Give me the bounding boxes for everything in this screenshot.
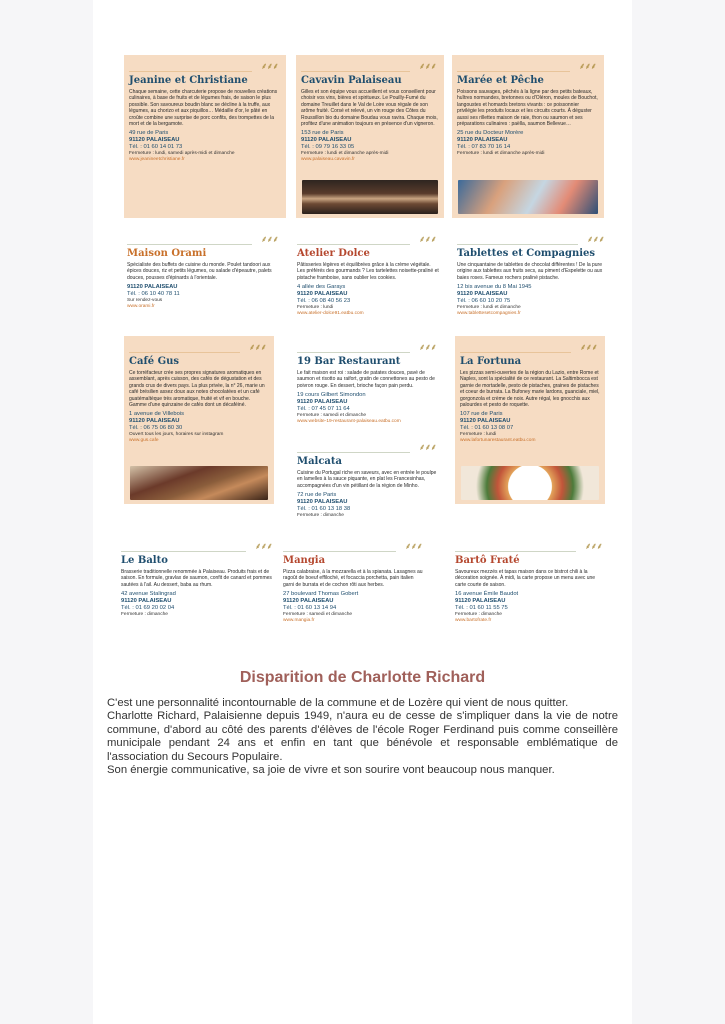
shop-listing-card — [292, 436, 444, 526]
article-paragraph: Son énergie communicative, sa joie de vivre et son sourire vont beaucoup nous manquer. — [107, 764, 555, 777]
shop-photo — [302, 180, 438, 214]
shop-address: 153 rue de Paris — [301, 130, 344, 137]
shop-city: 91120 PALAISEAU — [455, 598, 506, 605]
shop-address: 19 cours Gilbert Simondon — [297, 392, 366, 399]
shop-hours: Ouvert tous les jours, horaires sur instagram — [129, 432, 224, 438]
shop-name: Bartô Fraté — [455, 555, 520, 566]
shop-website-link[interactable]: www.bartofrate.fr — [455, 618, 492, 624]
shop-city: 91120 PALAISEAU — [301, 137, 352, 144]
shop-address: 27 boulevard Thomas Gobert — [283, 591, 359, 598]
shop-city: 91120 PALAISEAU — [121, 598, 172, 605]
shop-description: Le fait maison est roi : salade de patates douces, pavé de saumon et risotto au raifort, gratin de connettones au pesto de poivron rouge. En dessert, brioche façon pain perdu. — [297, 370, 435, 389]
shop-website-link[interactable]: www.atelier-dolce91.eatbu.com — [297, 311, 364, 317]
shop-photo — [130, 466, 268, 500]
shop-address: 16 avenue Émile Baudot — [455, 591, 519, 598]
shop-phone: Tél. : 06 60 10 20 75 — [457, 298, 511, 305]
shop-website-link[interactable]: www.tablettesetcompagnies.fr — [457, 311, 521, 317]
decorative-rule — [297, 352, 410, 353]
shop-name: Marée et Pêche — [457, 75, 544, 86]
shop-description: Poissons sauvages, pêchés à la ligne par des petits bateaux, huîtres normandes, bretonnes ou d'Oléron, moules de Bouchot, langoustes et homards bretons vivants : ce poissonnier privilégie les produits locaux et les circuits courts. À déguster aussi ses rillettes maison de raie, thon ou saumon et ses préparations culinaires : paëlla, saumon Bellevue… — [457, 89, 598, 128]
shop-listing-card — [452, 55, 604, 218]
shop-description: Gilles et son équipe vous accueillent et vous conseillent pour choisir vos vins, bières et spiritueux. Le Pouilly-Fumé du domaine Treuillet dans le Val de Loire vous régale de son arôme fruité. Corsé et relevé, un vin rouge des Côtes du Roussillon bio du domaine Boudau vous ravira. Chaque mois, profitez d'une animation toujours en présence d'un vigneron. — [301, 89, 438, 128]
shop-phone: Tél. : 06 75 06 80 30 — [129, 425, 183, 432]
shop-phone: Tél. : 07 83 70 16 14 — [457, 144, 511, 151]
shop-city: 91120 PALAISEAU — [457, 137, 508, 144]
decorative-rule — [127, 244, 252, 245]
shop-city: 91120 PALAISEAU — [297, 499, 348, 506]
wheat-ears-icon: ⸙⸙⸙ — [418, 61, 436, 71]
shop-address: 25 rue du Docteur Morère — [457, 130, 524, 137]
wheat-ears-icon: ⸙⸙⸙ — [260, 61, 278, 71]
shop-description: Chaque semaine, cette charcuterie propose de nouvelles créations culinaires, à base de fruits et de légumes frais, de saison le plus possible. Son savoureux boudin blanc se décline à la truffe, aux légumes, au chorizo et aux piquillos… Médaille d'or, le pâté en croûte combine une surprise de porc confits, des trompettes de la mort et de la bergamote. — [129, 89, 278, 128]
decorative-rule — [129, 71, 252, 72]
shop-description: Brasserie traditionnelle renommée à Palaiseau. Produits frais et de saison. En formule, gravlax de saumon, confit de canard et pommes sautées à l'ail. Au dessert, baba au rhum. — [121, 569, 272, 588]
shop-phone: Tél. : 06 10 40 78 11 — [127, 291, 180, 298]
shop-photo — [458, 180, 598, 214]
shop-phone: Tél. : 01 60 14 01 73 — [129, 144, 183, 151]
shop-description: Ce torréfacteur crée ses propres signatures aromatiques en assemblant, après cuisson, des cafés de dégustation et des grands crus de divers pays. La plus privée, la n° 26, marie un café brésilien assez doux aux notes chocolatées et un café guatémaltèque très aromatique, fruité et vif en bouche. Gamme d'une quinzaine de cafés dont un décaféiné. — [129, 370, 265, 409]
shop-listing-card — [124, 336, 274, 504]
obituary-article — [107, 669, 618, 777]
shop-hours: Fermeture : lundi et dimanche après-midi — [457, 151, 545, 157]
shop-name: Jeanine et Christiane — [129, 75, 248, 86]
shop-listing-card — [292, 228, 444, 323]
shop-hours: Fermeture : lundi et dimanche après-midi — [301, 151, 389, 157]
shop-city: 91120 PALAISEAU — [283, 598, 334, 605]
shop-phone: Tél. : 01 60 13 08 07 — [460, 425, 514, 432]
decorative-rule — [129, 352, 240, 353]
decorative-rule — [460, 352, 571, 353]
shop-hours: Fermeture : samedi et dimanche — [297, 413, 367, 419]
decorative-rule — [283, 551, 396, 552]
shop-city: 91120 PALAISEAU — [297, 291, 348, 298]
wheat-ears-icon: ⸙⸙⸙ — [418, 342, 436, 352]
shop-name: Maison Orami — [127, 248, 207, 259]
shop-hours: Fermeture : dimanche — [121, 612, 168, 618]
shop-name: Le Balto — [121, 555, 168, 566]
shop-address: 42 avenue Stalingrad — [121, 591, 176, 598]
shop-name: Cavavin Palaiseau — [301, 75, 402, 86]
shop-listing-card — [452, 228, 612, 323]
shop-phone: Tél. : 07 45 07 11 64 — [297, 406, 350, 413]
shop-listing-card — [292, 336, 444, 431]
shop-city: 91120 PALAISEAU — [129, 137, 180, 144]
shop-website-link[interactable]: www.mangia.fr — [283, 618, 315, 624]
wheat-ears-icon: ⸙⸙⸙ — [418, 234, 436, 244]
shop-listing-card — [296, 55, 444, 218]
shop-hours: Fermeture : lundi, samedi après-midi et dimanche — [129, 151, 235, 157]
shop-website-link[interactable]: www.gus.cafe — [129, 438, 159, 444]
shop-name: La Fortuna — [460, 356, 522, 367]
wheat-ears-icon: ⸙⸙⸙ — [254, 541, 272, 551]
shop-city: 91120 PALAISEAU — [129, 418, 180, 425]
decorative-rule — [457, 244, 578, 245]
shop-phone: Tél. : 09 79 16 33 05 — [301, 144, 355, 151]
shop-city: 91120 PALAISEAU — [460, 418, 511, 425]
shop-hours: Fermeture : samedi et dimanche — [283, 612, 353, 618]
wheat-ears-icon: ⸙⸙⸙ — [418, 442, 436, 452]
article-paragraph: C'est une personnalité incontournable de la commune et de Lozère qui vient de nous quitter. — [107, 697, 569, 709]
wheat-ears-icon: ⸙⸙⸙ — [584, 541, 602, 551]
shop-phone: Tél. : 01 60 13 14 94 — [283, 605, 337, 612]
shop-city: 91120 PALAISEAU — [457, 291, 508, 298]
shop-description: Savoureux mezzés et tapas maison dans ce bistrot chili à la décoration soignée. À midi, la carte propose un menu avec une carte courte de saison. — [455, 569, 596, 588]
wheat-ears-icon: ⸙⸙⸙ — [404, 541, 422, 551]
shop-address: 12 bis avenue du 8 Mai 1945 — [457, 284, 532, 291]
decorative-rule — [121, 551, 246, 552]
shop-description: Cuisine du Portugal riche en saveurs, avec en entrée le poulpe en lamelles à la sauce piquante, en plat les Francesinhas, accompagnées d'un vin pétillant de la région de Minho. — [297, 470, 437, 489]
shop-name: Tablettes et Compagnies — [457, 248, 596, 259]
shop-website-link[interactable]: www.lafortunarestaurant.eatbu.com — [460, 438, 536, 444]
shop-listing-card — [116, 535, 280, 627]
shop-description: Les pizzas semi-ouvertes de la région du Lazio, entre Rome et Naples, sont la spécialité de ce restaurant. La Saltimbocca est garnie de mortadelle, pesto de pistaches, graines de pistaches et coeur de burrata. La Bufoney marie lardons, guanciale, miel, gorgonzola et crème de noix. Autre régal, les gnocchis aux palourdes et pesto de roquette. — [460, 370, 600, 409]
shop-hours: Fermeture : lundi — [297, 305, 334, 311]
wheat-ears-icon: ⸙⸙⸙ — [578, 61, 596, 71]
shop-name: 19 Bar Restaurant — [297, 356, 401, 367]
shop-listing-card — [450, 535, 610, 627]
shop-hours: Fermeture : dimanche — [297, 513, 344, 519]
shop-listing-card — [278, 535, 430, 627]
decorative-rule — [297, 244, 410, 245]
shop-listing-card — [124, 55, 286, 218]
shop-address: 107 rue de Paris — [460, 411, 503, 418]
shop-name: Atelier Dolce — [297, 248, 370, 259]
wheat-ears-icon: ⸙⸙⸙ — [260, 234, 278, 244]
shop-hours: Fermeture : lundi et dimanche — [457, 305, 521, 311]
shop-description: Pizza calabraise, à la mozzarella et à la spianata. Lasagnes au ragoût de boeuf effiloché, et focaccia porchetta, pain italien garni de burrata et de cochon rôti aux herbes. — [283, 569, 423, 588]
shop-website-link[interactable]: www.website-19-restaurant-palaiseau.eatbu.com — [297, 419, 401, 425]
wheat-ears-icon: ⸙⸙⸙ — [248, 342, 266, 352]
shop-phone: Tél. : 01 60 11 55 75 — [455, 605, 508, 612]
shop-listing-card — [455, 336, 605, 504]
shop-address: 4 allée des Garays — [297, 284, 346, 291]
shop-address: 49 rue de Paris — [129, 130, 169, 137]
decorative-rule — [455, 551, 576, 552]
shop-website-link[interactable]: www.jeanineetchristiane.fr — [129, 157, 185, 163]
article-paragraph: Charlotte Richard, Palaisienne depuis 1949, n'aura eu de cesse de s'impliquer dans la vie de notre commune, d'abord au côté des parents d'élèves de l'école Roger Ferdinand puis comme conseillère municipale pendant 24 ans et enfin en tant que bénévole et responsable emblématique de l'association du Secours Populaire. — [107, 710, 618, 763]
shop-phone: Tél. : 01 69 20 02 04 — [121, 605, 175, 612]
shop-address: 72 rue de Paris — [297, 492, 337, 499]
shop-name: Mangia — [283, 555, 326, 566]
shop-website-link[interactable]: www.palaiseau.cavavin.fr — [301, 157, 355, 163]
shop-name: Café Gus — [129, 356, 180, 367]
decorative-rule — [457, 71, 570, 72]
article-title: Disparition de Charlotte Richard — [239, 669, 486, 686]
shop-description: Spécialiste des buffets de cuisine du monde. Poulet tandoori aux épices douces, riz et petits légumes, ou salade d'épeautre, palets douces, pousses d'épinards à l'orientale. — [127, 262, 272, 281]
shop-phone: Tél. : 06 08 40 56 23 — [297, 298, 351, 305]
wheat-ears-icon: ⸙⸙⸙ — [579, 342, 597, 352]
shop-city: 91120 PALAISEAU — [127, 284, 178, 291]
shop-hours: Fermeture : dimanche — [455, 612, 502, 618]
shop-phone: Tél. : 01 60 13 18 38 — [297, 506, 351, 513]
shop-listing-card — [122, 228, 286, 323]
shop-description: Une cinquantaine de tablettes de chocolat différentes ! De la pure origine aux tablettes aux fruits secs, au piment d'Espelette ou aux baies roses. Fameux rochers praliné pistache. — [457, 262, 603, 281]
decorative-rule — [297, 452, 410, 453]
shop-hours: Sur rendez-vous — [127, 298, 163, 304]
decorative-rule — [301, 71, 410, 72]
shop-name: Malcata — [297, 456, 343, 467]
wheat-ears-icon: ⸙⸙⸙ — [586, 234, 604, 244]
shop-website-link[interactable]: www.orami.fr — [127, 304, 155, 310]
shop-hours: Fermeture : lundi — [460, 432, 497, 438]
shop-address: 1 avenue de Villebois — [129, 411, 185, 418]
shop-description: Pâtisseries légères et équilibrées grâce à la crème végétale. Les préférés des gourmands ? Les tartelettes noisette-praliné et pistache framboise, sans oublier les cookies. — [297, 262, 439, 281]
shop-photo — [461, 466, 599, 500]
shop-city: 91120 PALAISEAU — [297, 399, 348, 406]
